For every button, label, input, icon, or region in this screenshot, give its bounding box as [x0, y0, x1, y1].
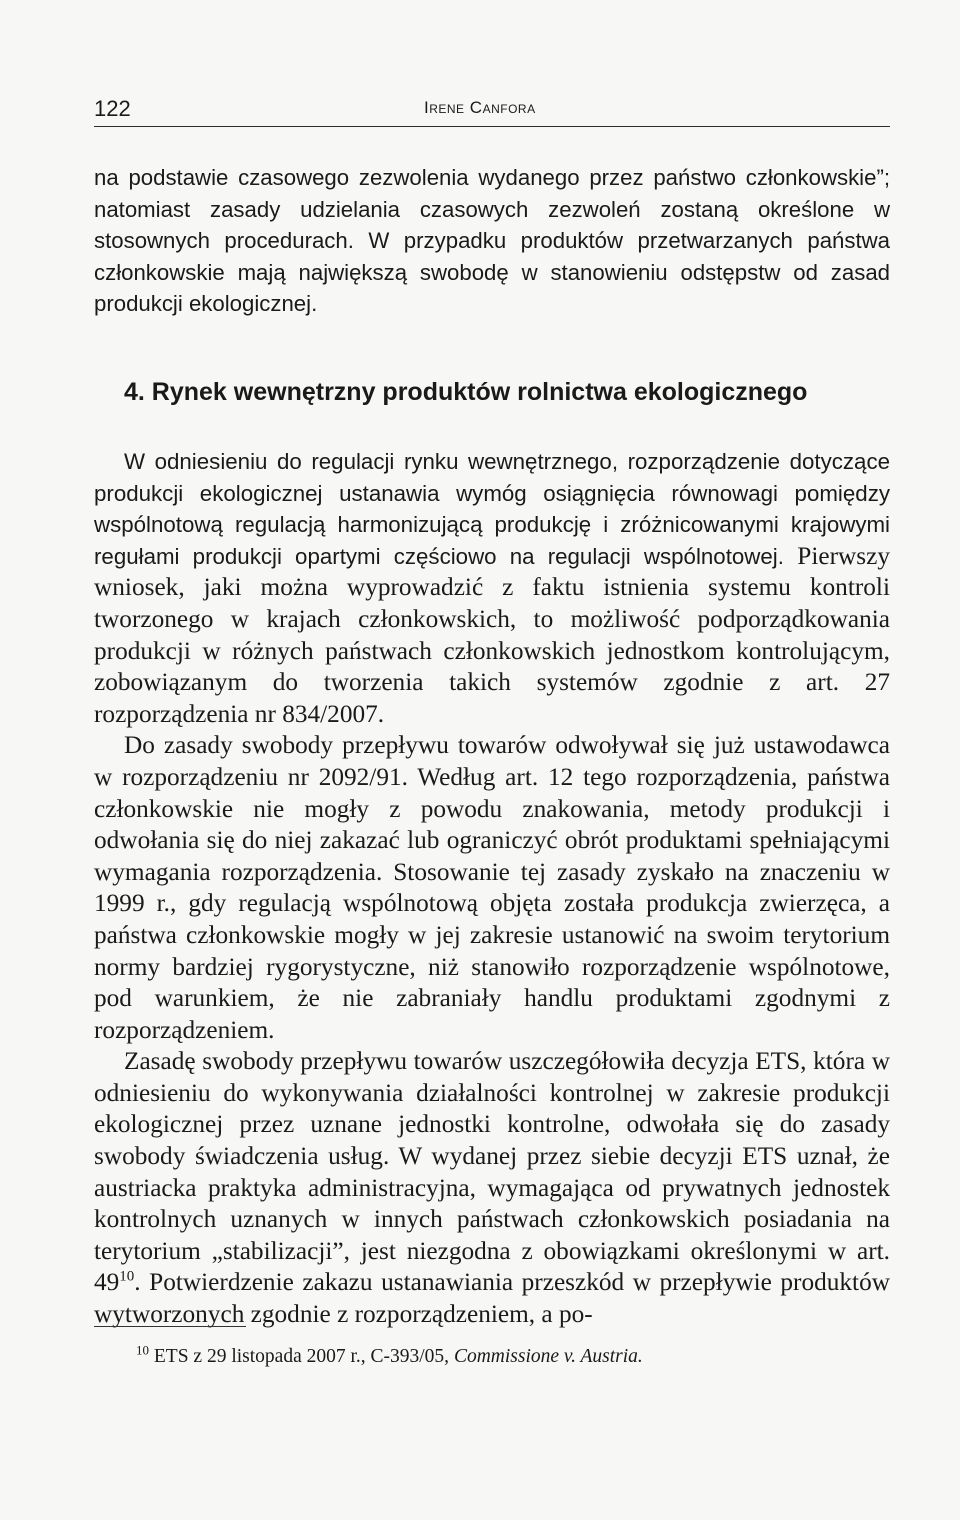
footnote-marker: 10: [136, 1342, 149, 1358]
running-head-author: Irene Canfora: [424, 98, 536, 117]
intro-paragraph: na podstawie czasowego zezwolenia wydanego przez państwo członkowskie”; natomiast zasady udzielania czasowych zezwoleń zostaną określone w stosownych procedurach. W przypadku produktów przetwarzanych państwa członkowskie mają największą swobodę w stanowieniu odstępstw od zasad produkcji ekologicznej.: [94, 165, 890, 317]
footnote-reference[interactable]: 10: [119, 1269, 135, 1286]
paragraph-1: [94, 446, 890, 730]
paragraph-1-part-b: Pierwszy wniosek, jaki można wyprowadzić z faktu istnienia systemu kontroli tworzonego w krajach członkowskich, to możliwość podporządkowania produkcji w różnych państwach członkowskich jednostkom kontrolującym, zobowiązanym do tworzenia takich systemów zgodnie z art. 27 rozporządzenia nr 834/2007.: [94, 541, 890, 728]
footnote-text: ETS z 29 listopada 2007 r., C-393/05,: [149, 1346, 454, 1367]
paragraph-3: [94, 1046, 890, 1330]
page-number: 122: [94, 96, 131, 121]
paragraph-2: Do zasady swobody przepływu towarów odwoływał się już ustawodawca w rozporządzeniu nr 2092/91. Według art. 12 tego rozporządzenia, państwa członkowskie nie mogły z powodu znakowania, metody produkcji i odwołania się do niej zakazać lub ograniczyć obrót produktami spełniającymi wymagania rozporządzenia. Stosowanie tej zasady zyskało na znaczeniu w 1999 r., gdy regulacją wspólnotową objęta została produkcja zwierzęca, a państwa członkowskie mogły w jej zakresie ustanowić na swoim terytorium normy bardziej rygorystyczne, niż stanowiło rozporządzenie wspólnotowe, pod warunkiem, że nie zabraniały handlu produktami zgodnymi z rozporządzeniem.: [94, 731, 890, 1044]
paragraph-3-part-a: Zasadę swobody przepływu towarów uszczegółowiła decyzja ETS, która w odniesieniu do wykonywania działalności kontrolnej w zakresie produkcji ekologicznej przez uznane jednostki kontrolne, odwołała się do zasady swobody świadczenia usług. W wydanej przez siebie decyzji ETS uznał, że austriacka praktyka administracyjna, wymagająca od prywatnych jednostek kontrolnych uznanych w innych państwach członkowskich posiadania na terytorium „stabilizacji”, jest niezgodna z obowiązkami określonymi w art. 49: [94, 1047, 890, 1297]
footnote-divider: [94, 1326, 246, 1327]
section-body: [94, 446, 890, 1331]
paragraph-3-part-b: . Potwierdzenie zakazu ustanawiania przeszkód w przepływie produktów wytworzonych zgodnie z rozporządzeniem, a po-: [94, 1268, 890, 1329]
paragraph-1-part-a: W odniesieniu do regulacji rynku wewnętrznego, rozporządzenie dotyczące produkcji ekologicznej ustanawia wymóg osiągnięcia równowagi pomiędzy wspólnotową regulacją harmonizującą produkcję i zróżnicowanymi krajowymi regułami produkcji opartymi częściowo na regulacji wspólnotowej.: [94, 449, 890, 569]
running-head: [94, 96, 890, 127]
footnote-case-name: Commissione v. Austria.: [453, 1346, 643, 1367]
section-heading: 4. Rynek wewnętrzny produktów rolnictwa ekologicznego: [124, 378, 808, 406]
footnote: [136, 1342, 896, 1368]
